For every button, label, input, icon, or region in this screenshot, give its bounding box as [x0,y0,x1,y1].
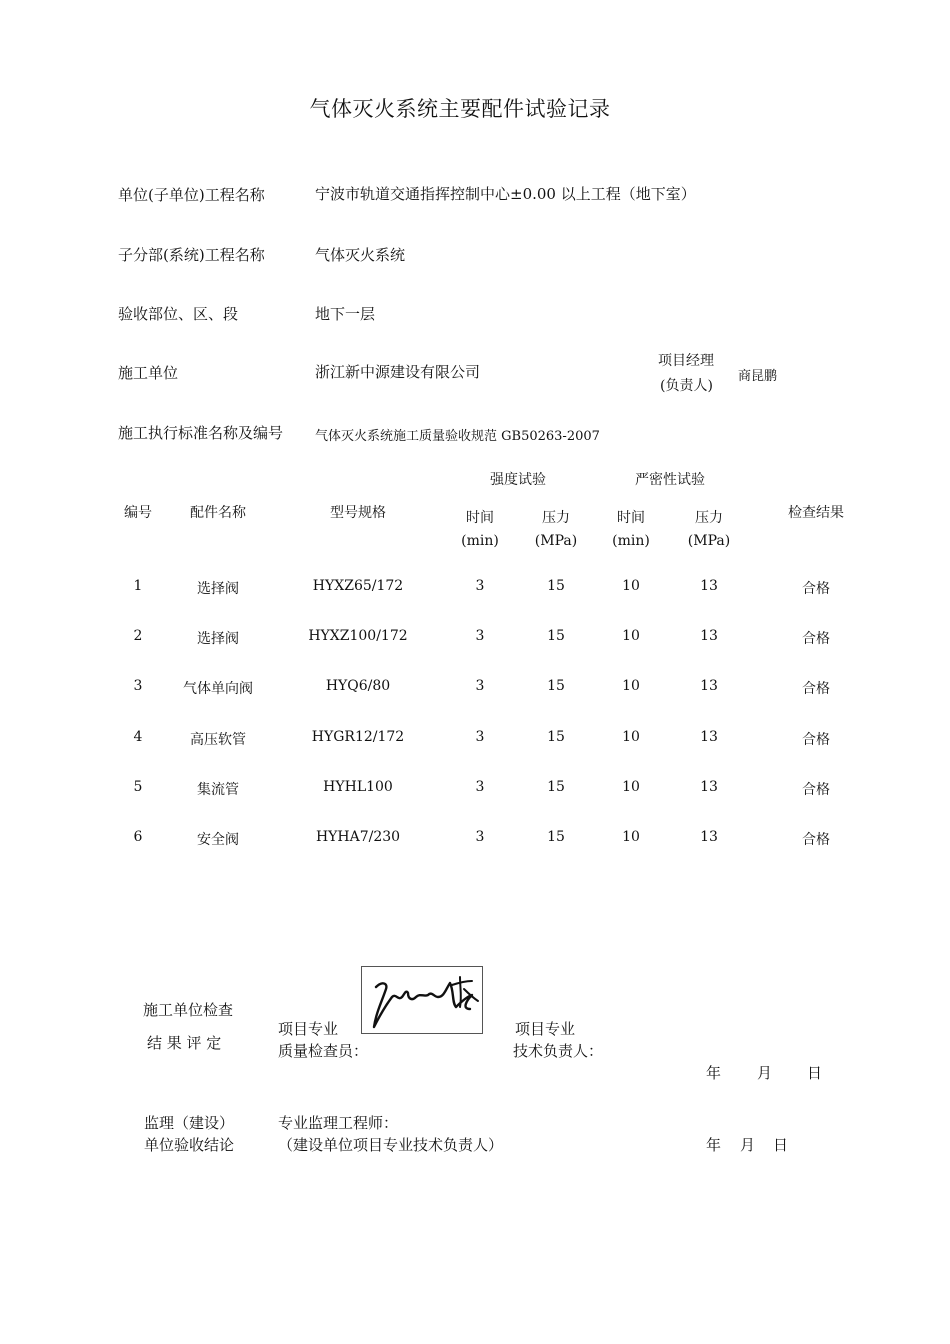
header-part-name: 配件名称 [190,505,246,521]
inspection-month: 月 [757,1064,773,1082]
contractor-label: 施工单位 [118,364,179,382]
row-model: HYHA7/230 [315,829,401,845]
tech-lead-label-1: 项目专业 [515,1020,576,1038]
subdivision-label: 子分部(系统)工程名称 [118,246,265,264]
supervision-label-2: 单位验收结论 [144,1136,235,1154]
row-part-name: 气体单向阀 [183,681,253,697]
manager-label-1: 项目经理 [658,353,714,369]
contractor-value: 浙江新中源建设有限公司 [315,363,481,381]
supervising-engineer-label: 专业监理工程师： [278,1114,399,1132]
owner-tech-lead-label: （建设单位项目专业技术负责人） [278,1136,504,1154]
location-value: 地下一层 [315,305,376,323]
row-number: 6 [133,829,143,845]
header-strength-time-unit: (min) [461,533,499,549]
row-number: 1 [133,578,143,594]
standard-label: 施工执行标准名称及编号 [118,424,284,442]
page-title: 气体灭火系统主要配件试验记录 [309,97,611,121]
row-strength-time: 3 [475,578,485,594]
row-tightness-time: 10 [622,779,640,795]
supervision-label-1: 监理（建设） [144,1114,235,1132]
header-number: 编号 [124,505,152,521]
row-number: 2 [133,628,143,644]
row-tightness-pressure: 13 [700,628,718,644]
row-result: 合格 [802,631,830,647]
row-model: HYQ6/80 [325,678,391,694]
tech-lead-label-2: 技术负责人： [513,1042,604,1060]
header-tightness-time-unit: (min) [612,533,650,549]
row-result: 合格 [802,732,830,748]
quality-inspector-label-1: 项目专业 [278,1020,339,1038]
supervision-year: 年 [706,1136,722,1154]
row-strength-pressure: 15 [547,729,565,745]
row-strength-pressure: 15 [547,678,565,694]
handwritten-signature [362,967,482,1033]
row-part-name: 选择阀 [197,581,239,597]
row-tightness-time: 10 [622,678,640,694]
location-label: 验收部位、区、段 [118,305,239,323]
header-strength-pressure-unit: (MPa) [534,533,578,549]
row-strength-time: 3 [475,779,485,795]
header-tightness-pressure-unit: (MPa) [687,533,731,549]
row-number: 4 [133,729,143,745]
manager-label-2: (负责人) [660,378,713,394]
row-tightness-pressure: 13 [700,578,718,594]
header-strength-pressure: 压力 [542,510,570,526]
inspection-label-1: 施工单位检查 [143,1001,234,1019]
row-model: HYGR12/172 [311,729,405,745]
unit-project-label: 单位(子单位)工程名称 [118,186,265,204]
standard-value: 气体灭火系统施工质量验收规范 GB50263-2007 [315,429,600,444]
header-model: 型号规格 [330,505,386,521]
manager-value: 商昆鹏 [738,369,778,384]
unit-project-value: 宁波市轨道交通指挥控制中心±0.00 以上工程（地下室） [315,185,696,203]
row-tightness-pressure: 13 [700,678,718,694]
header-tightness-time: 时间 [617,510,645,526]
row-strength-time: 3 [475,729,485,745]
row-result: 合格 [802,581,830,597]
inspector-signature [361,966,483,1034]
supervision-month: 月 [740,1136,756,1154]
row-tightness-pressure: 13 [700,779,718,795]
row-part-name: 高压软管 [190,732,246,748]
row-strength-pressure: 15 [547,779,565,795]
header-strength-test: 强度试验 [490,472,546,488]
row-tightness-time: 10 [622,578,640,594]
row-result: 合格 [802,782,830,798]
row-part-name: 集流管 [197,782,239,798]
row-tightness-pressure: 13 [700,729,718,745]
row-part-name: 选择阀 [197,631,239,647]
row-model: HYHL100 [323,779,393,795]
row-strength-pressure: 15 [547,628,565,644]
header-strength-time: 时间 [466,510,494,526]
row-strength-time: 3 [475,829,485,845]
header-tightness-pressure: 压力 [695,510,723,526]
subdivision-value: 气体灭火系统 [315,246,406,264]
row-strength-time: 3 [475,628,485,644]
inspection-year: 年 [706,1064,722,1082]
row-tightness-time: 10 [622,729,640,745]
row-number: 5 [133,779,143,795]
row-strength-pressure: 15 [547,829,565,845]
quality-inspector-label-2: 质量检查员： [278,1042,369,1060]
row-model: HYXZ100/172 [308,628,408,644]
row-result: 合格 [802,681,830,697]
row-strength-pressure: 15 [547,578,565,594]
row-strength-time: 3 [475,678,485,694]
row-number: 3 [133,678,143,694]
row-tightness-time: 10 [622,628,640,644]
row-tightness-pressure: 13 [700,829,718,845]
supervision-day: 日 [773,1136,789,1154]
header-tightness-test: 严密性试验 [635,472,705,488]
row-part-name: 安全阀 [197,832,239,848]
inspection-label-2: 结 果 评 定 [147,1034,222,1052]
inspection-day: 日 [807,1064,823,1082]
row-result: 合格 [802,832,830,848]
header-result: 检查结果 [788,505,844,521]
row-tightness-time: 10 [622,829,640,845]
row-model: HYXZ65/172 [312,578,404,594]
